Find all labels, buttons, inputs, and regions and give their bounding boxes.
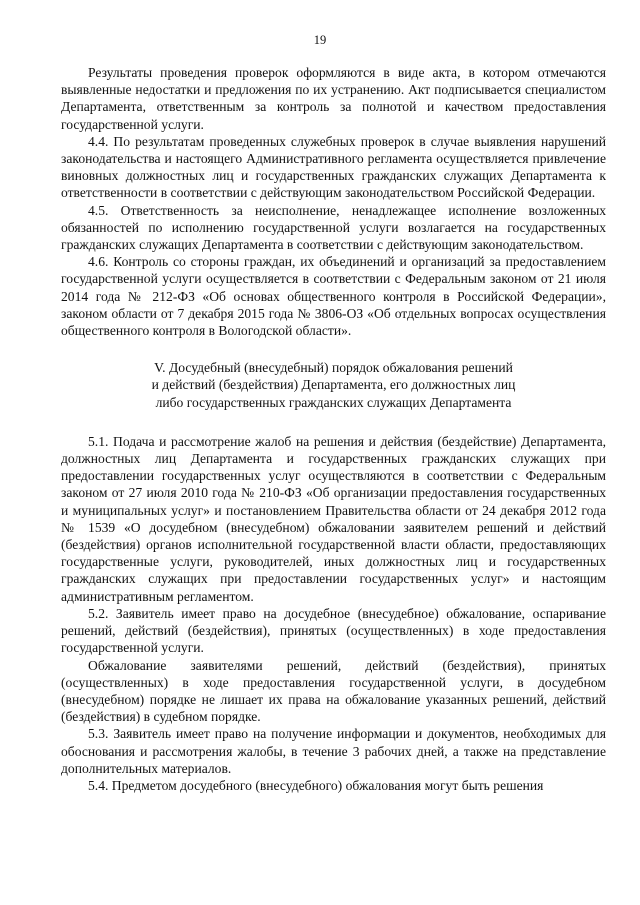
- paragraph-5-4: 5.4. Предметом досудебного (внесудебного) обжалования могут быть решения: [88, 777, 544, 793]
- section-heading-line: либо государственных гражданских служащих Департамента: [155, 394, 512, 410]
- paragraph-5-1: 5.1. Подача и рассмотрение жалоб на решения и действия (бездействие) Департамента, должностных лиц Департамента и государственных гражданских служащих при предоставлении государственных услуг осуществляются в соответствии с Федеральным законом от 27 июля 2010 года № 210-ФЗ «Об организации предоставления государственных и муниципальных услуг» и постановлением Правительства области от 24 декабря 2012 года № 1539 «О досудебном (внесудебном) обжаловании заявителем решений и действий (бездействия) органов исполнительной государственной власти области, предоставляющих государственные услуги, руководителей, иных должностных лиц и государственных гражданских служащих при предоставлении государственных услуг» и настоящим административным регламентом.: [61, 433, 606, 604]
- paragraph-4-6: 4.6. Контроль со стороны граждан, их объединений и организаций за предоставлением государственной услуги осуществляется в соответствии с Федеральным законом от 21 июля 2014 года № 212-ФЗ «Об основах общественного контроля в Российской Федерации», законом области от 7 декабря 2015 года № 3806-ОЗ «Об отдельных вопросах осуществления общественного контроля в Вологодской области».: [61, 254, 606, 339]
- section-heading-line: и действий (бездействия) Департамента, его должностных лиц: [151, 377, 516, 393]
- paragraph-5-2: 5.2. Заявитель имеет право на досудебное (внесудебное) обжалование, оспаривание решений, действий (бездействия), принятых (осуществленных) в ходе предоставления государственной услуги.: [61, 605, 606, 656]
- section-heading-line: V. Досудебный (внесудебный) порядок обжалования решений: [154, 360, 513, 376]
- paragraph-5-3: 5.3. Заявитель имеет право на получение информации и документов, необходимых для обоснования и рассмотрения жалобы, в течение 3 рабочих дней, а также на представление дополнительных материалов.: [61, 726, 606, 776]
- page-number: 19: [313, 33, 327, 47]
- paragraph-4-5: 4.5. Ответственность за неисполнение, ненадлежащее исполнение возложенных обязанностей по исполнению государственной услуги возлагается на государственных гражданских служащих Департамента в соответствии с действующим законодательством.: [61, 202, 606, 253]
- paragraph-4-4: 4.4. По результатам проведенных служебных проверок в случае выявления нарушений законодательства и настоящего Административного регламента осуществляется привлечение виновных должностных лиц и государственных гражданских служащих Департамента к ответственности в соответствии с действующим законодательством Российской Федерации.: [61, 133, 606, 201]
- paragraph-inspection-results: Результаты проведения проверок оформляются в виде акта, в котором отмечаются выявленные недостатки и предложения по их устранению. Акт подписывается специалистом Департамента, ответственным за контроль за полнотой и качеством предоставления государственной услуги.: [61, 65, 606, 132]
- paragraph-appeal-rights: Обжалование заявителями решений, действий (бездействия), принятых (осуществленных) в ходе предоставления государственной услуги, в досудебном (внесудебном) порядке не лишает их права на обжалование указанных решений, действий (бездействия) в судебном порядке.: [61, 657, 606, 725]
- section-heading: [61, 359, 606, 411]
- document-body: [61, 64, 606, 794]
